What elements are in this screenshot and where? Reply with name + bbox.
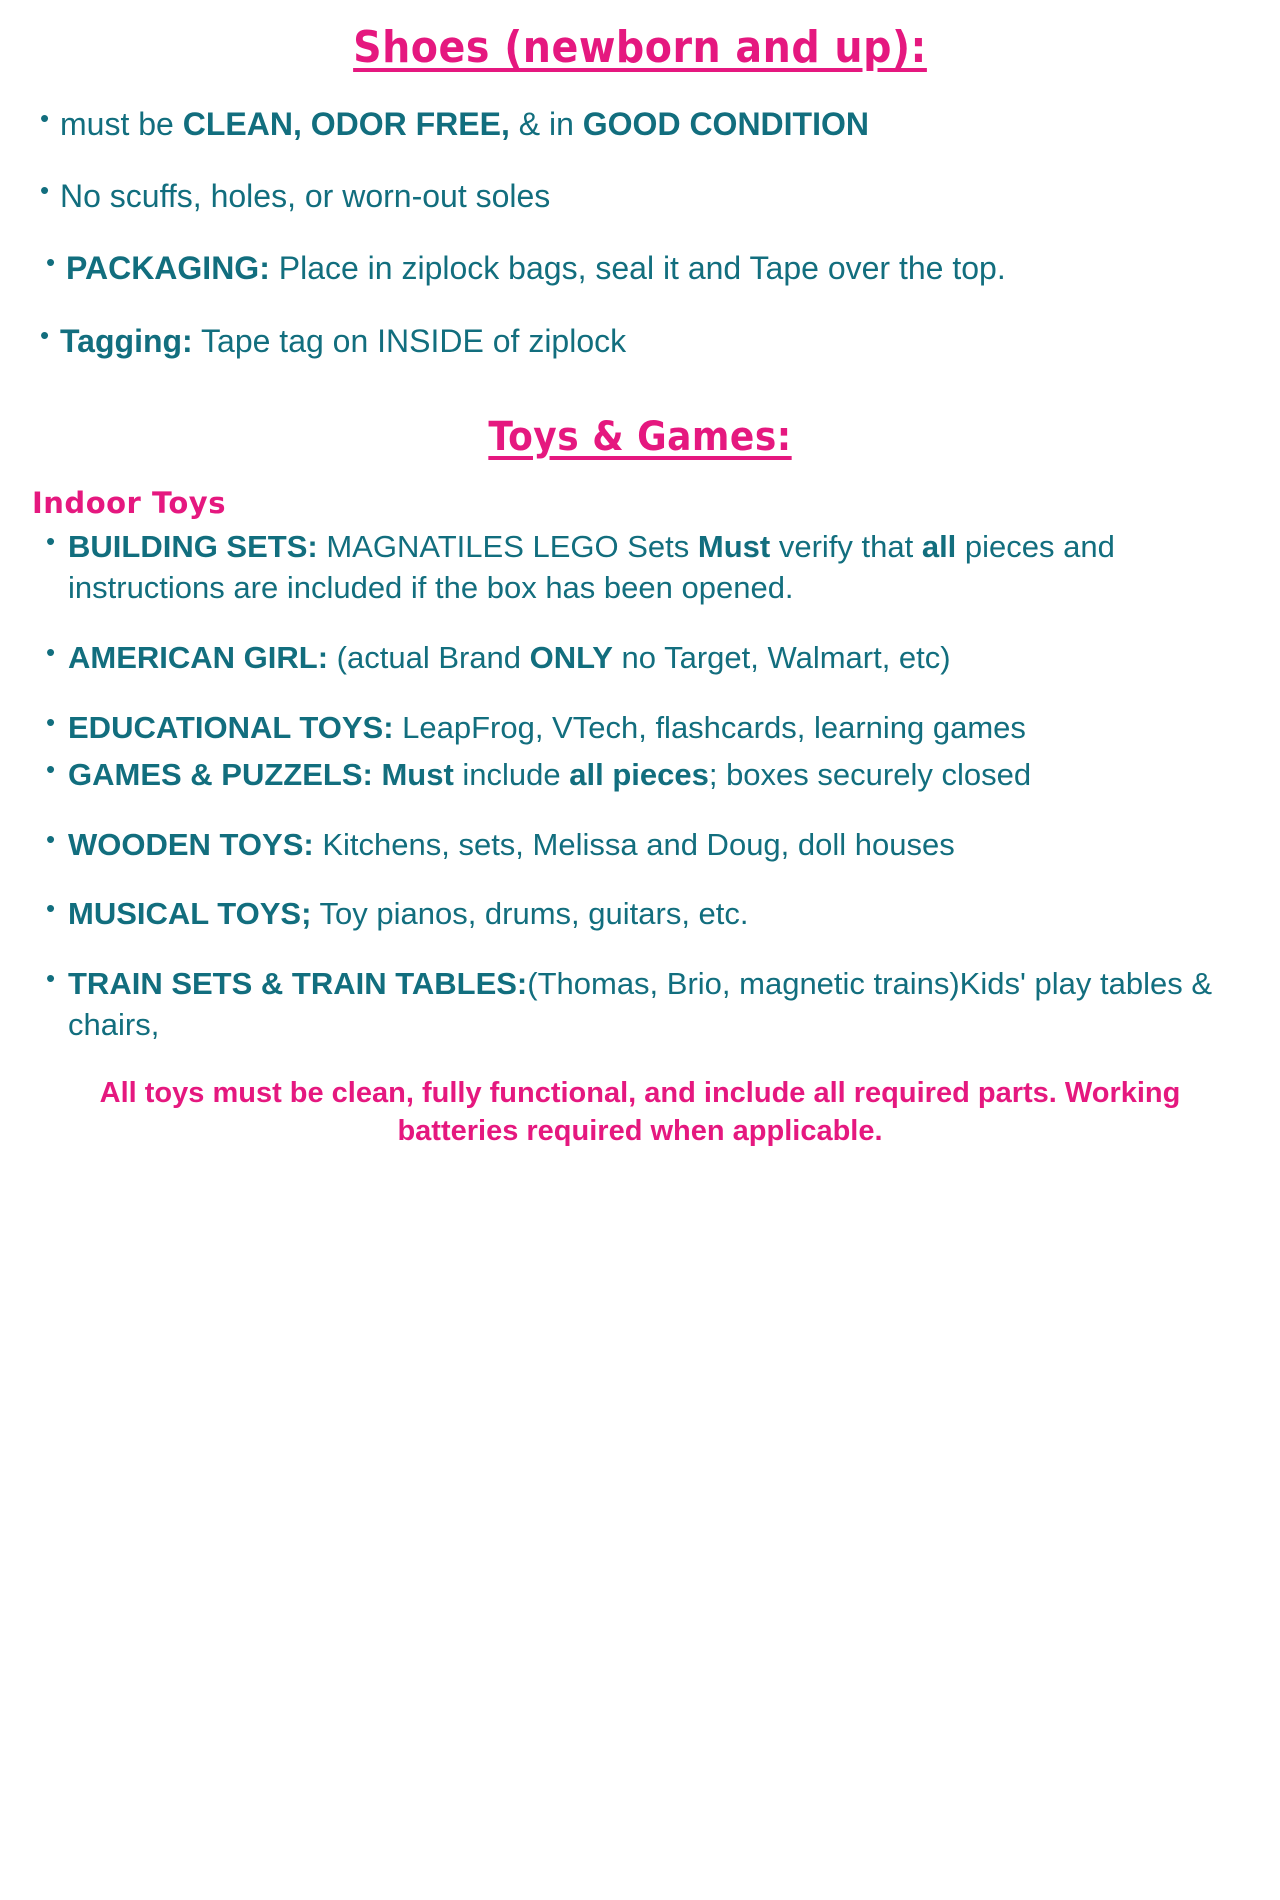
list-item <box>22 103 1258 145</box>
shoes-requirements-list <box>22 103 1258 362</box>
list-item <box>22 754 1258 796</box>
body-text: Toy pianos, drums, guitars, etc. <box>311 896 749 932</box>
emphasis-text: Must <box>697 528 771 564</box>
toys-section-heading: Toys & Games: <box>488 413 792 460</box>
list-item <box>22 526 1258 609</box>
emphasis-text: Tagging: <box>60 322 193 359</box>
emphasis-text: GAMES & PUZZELS: Must <box>68 757 454 793</box>
body-text: & in <box>509 106 583 142</box>
list-item <box>22 707 1258 749</box>
emphasis-text: MUSICAL TOYS; <box>68 896 312 932</box>
body-text: Place in ziplock bags, seal it and Tape over the top. <box>269 250 1006 287</box>
body-text: Kitchens, sets, Melissa and Doug, doll houses <box>313 826 955 862</box>
list-item <box>22 175 1258 217</box>
emphasis-text: GOOD CONDITION <box>582 106 869 142</box>
emphasis-text: ONLY <box>529 640 613 675</box>
body-text: Tape tag on INSIDE of ziplock <box>192 322 627 359</box>
emphasis-text: all <box>921 528 957 564</box>
emphasis-text: all pieces <box>569 757 709 793</box>
list-item <box>22 963 1258 1046</box>
body-text: No scuffs, holes, or worn-out soles <box>60 178 551 215</box>
toys-requirements-list <box>22 526 1258 1046</box>
emphasis-text: WOODEN TOYS: <box>68 826 314 862</box>
body-text: must be <box>60 106 183 142</box>
emphasis-text: BUILDING SETS: <box>68 528 318 564</box>
body-text: pieces and instructions are included if the box has been opened. <box>68 528 1115 606</box>
emphasis-text: EDUCATIONAL TOYS: <box>68 709 394 745</box>
body-text: (Thomas, Brio, magnetic trains)Kids' play tables & chairs, <box>68 965 1212 1043</box>
body-text: verify that <box>770 528 922 564</box>
list-item <box>22 247 1258 289</box>
shoes-section-heading: Shoes (newborn and up): <box>353 22 927 73</box>
emphasis-text: AMERICAN GIRL: <box>68 640 329 675</box>
list-item <box>22 824 1258 866</box>
body-text: MAGNATILES LEGO Sets <box>317 528 698 564</box>
list-item <box>22 320 1258 362</box>
indoor-toys-subheading: Indoor Toys <box>32 485 226 520</box>
emphasis-text: TRAIN SETS & TRAIN TABLES: <box>68 965 528 1001</box>
list-item <box>22 637 1258 679</box>
toys-footer-note: All toys must be clean, fully functional, and include all required parts. Working batteries required when applicable. <box>99 1076 1181 1147</box>
body-text: (actual Brand <box>328 640 530 675</box>
emphasis-text: CLEAN, ODOR FREE, <box>182 106 510 142</box>
body-text: no Target, Walmart, etc) <box>612 640 951 675</box>
list-item <box>22 893 1258 935</box>
body-text: include <box>453 757 570 793</box>
emphasis-text: PACKAGING: <box>66 250 270 287</box>
body-text: ; boxes securely closed <box>708 757 1032 793</box>
body-text: LeapFrog, VTech, flashcards, learning games <box>393 709 1026 745</box>
